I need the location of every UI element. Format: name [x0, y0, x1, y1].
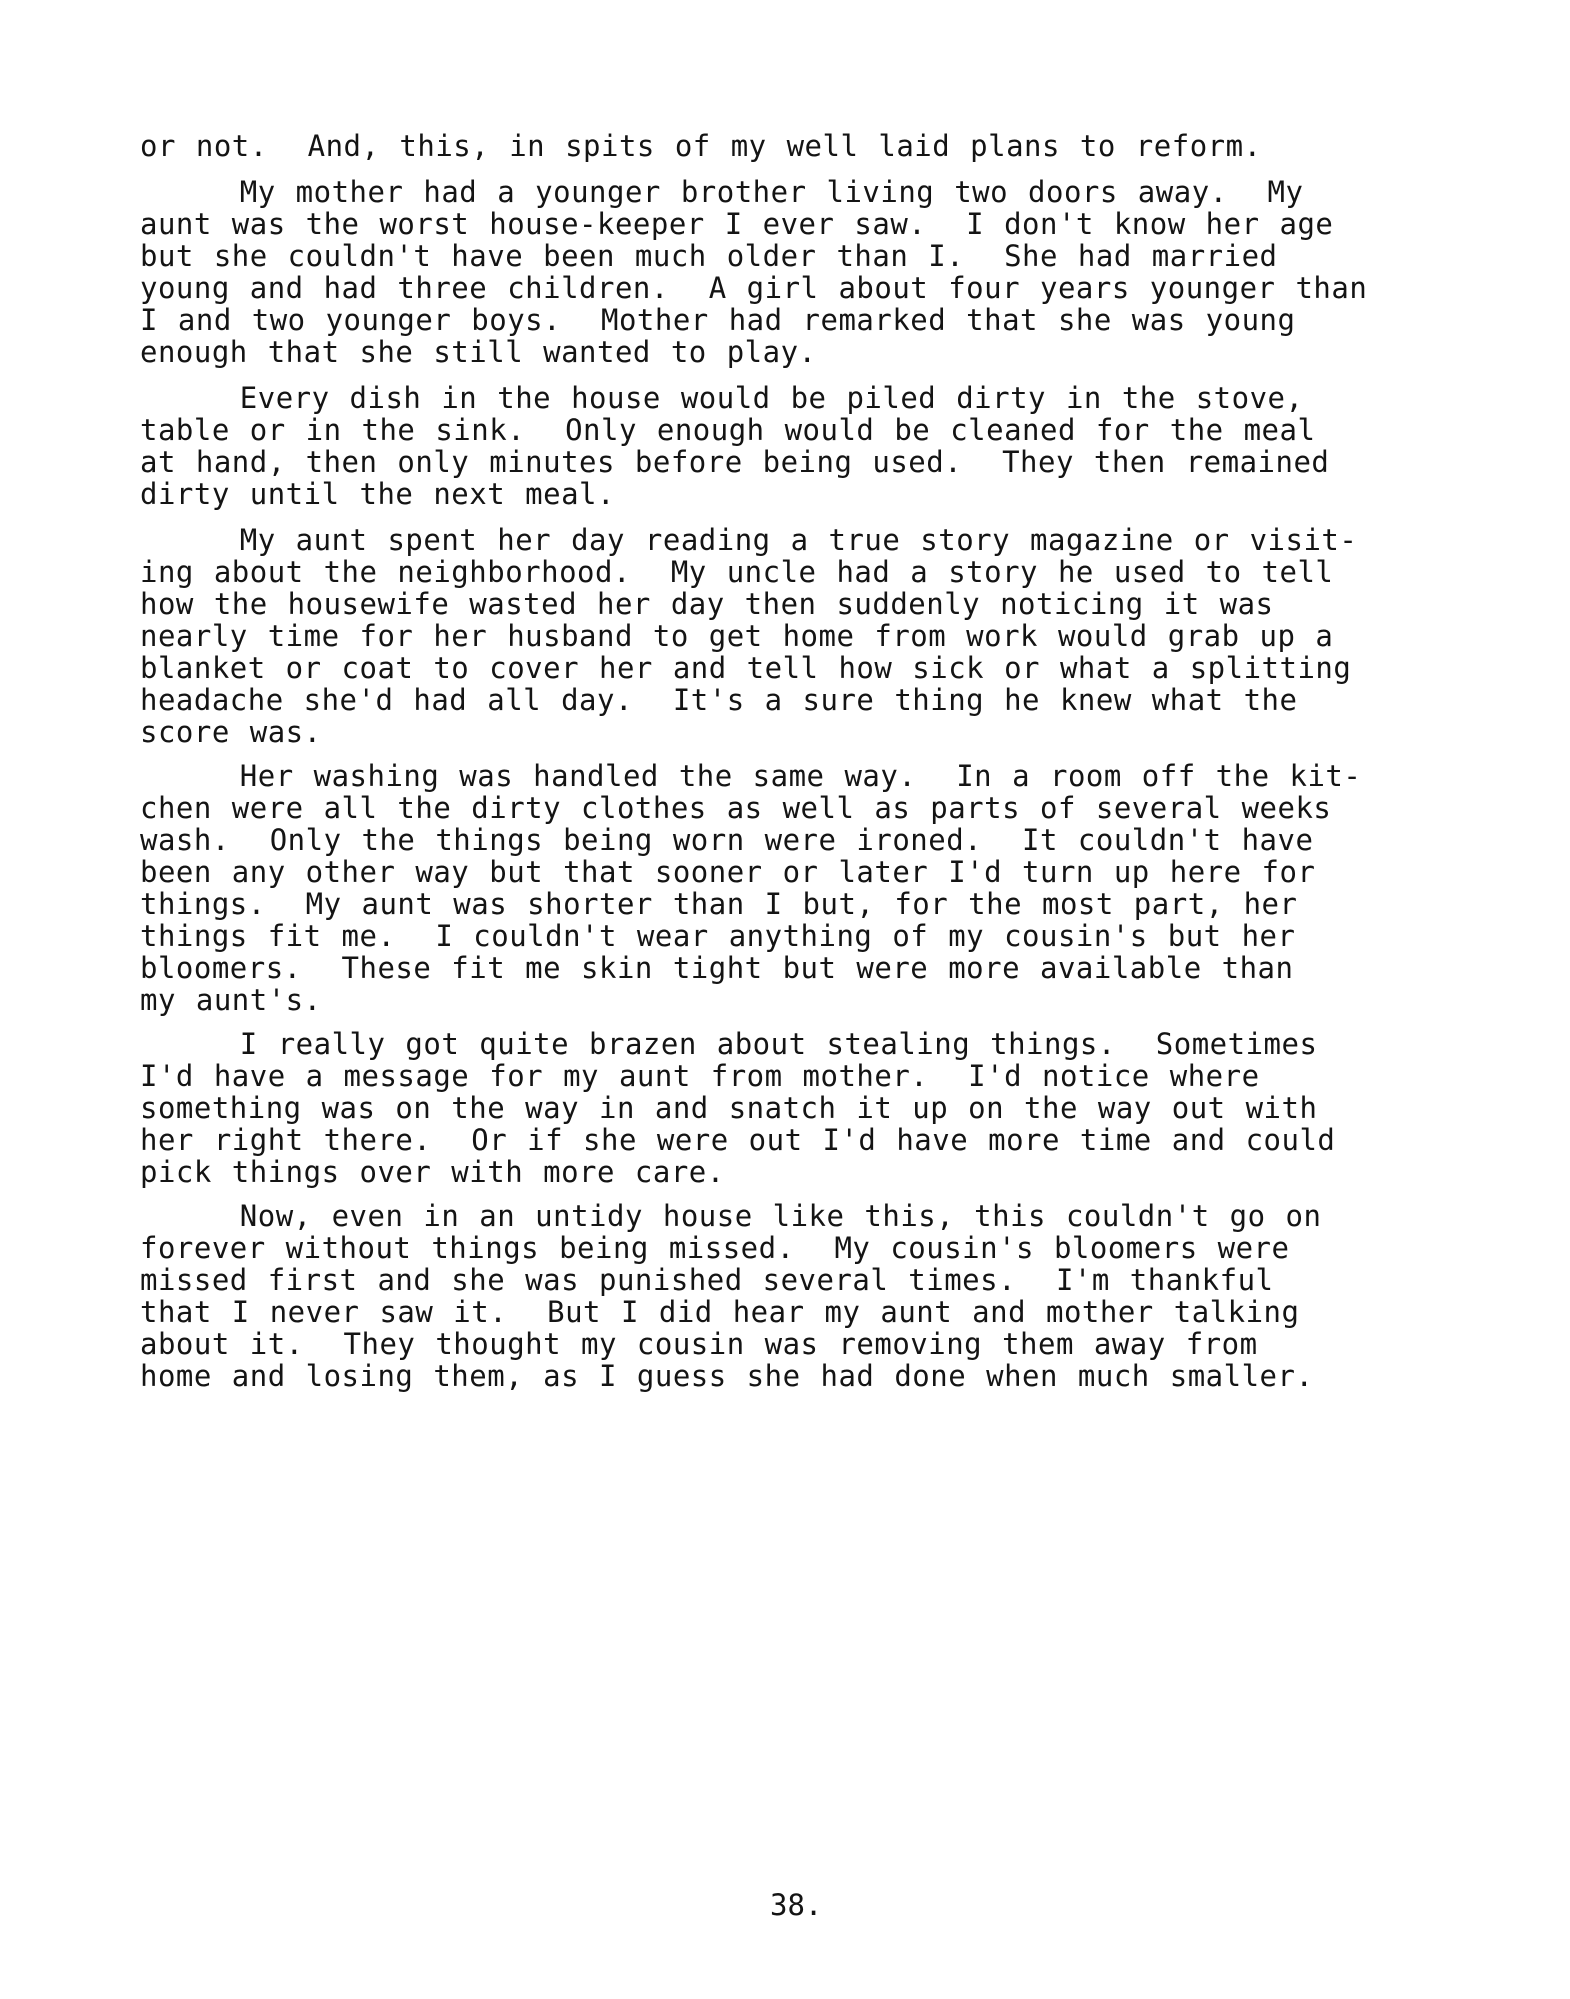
page-number: 38. — [770, 1888, 823, 1922]
text-line: table or in the sink. Only enough would be cleaned for the meal — [140, 413, 1316, 447]
text-line: I and two younger boys. Mother had remarked that she was young — [140, 303, 1296, 337]
text-line: wash. Only the things being worn were ironed. It couldn't have — [140, 823, 1314, 857]
text-line: dirty until the next meal. — [140, 477, 615, 511]
text-line: headache she'd had all day. It's a sure thing he knew what the — [140, 683, 1298, 717]
text-line: missed first and she was punished several times. I'm thankful — [140, 1263, 1274, 1297]
text-line: but she couldn't have been much older than I. She had married — [140, 239, 1278, 273]
text-line: chen were all the dirty clothes as well as parts of several weeks — [140, 791, 1332, 825]
text-line: Her washing was handled the same way. In a room off the kit- — [140, 759, 1362, 793]
text-line: enough that she still wanted to play. — [140, 335, 817, 369]
text-line: Every dish in the house would be piled dirty in the stove, — [140, 381, 1304, 415]
text-line: or not. And, this, in spits of my well laid plans to reform. — [140, 129, 1262, 163]
text-line: score was. — [140, 715, 322, 749]
text-line: something was on the way in and snatch it up on the way out with — [140, 1091, 1318, 1125]
text-line: young and had three children. A girl about four years younger than — [140, 271, 1368, 305]
text-line: blanket or coat to cover her and tell how sick or what a splitting — [140, 651, 1352, 685]
text-line: I really got quite brazen about stealing things. Sometimes — [140, 1027, 1318, 1061]
text-line: My mother had a younger brother living two doors away. My — [140, 175, 1304, 209]
text-line: bloomers. These fit me skin tight but were more available than — [140, 951, 1294, 985]
text-line: how the housewife wasted her day then suddenly noticing it was — [140, 587, 1274, 621]
text-line: aunt was the worst house-keeper I ever saw. I don't know her age — [140, 207, 1334, 241]
text-line: at hand, then only minutes before being used. They then remained — [140, 445, 1330, 479]
text-line: been any other way but that sooner or later I'd turn up here for — [140, 855, 1316, 889]
text-line: Now, even in an untidy house like this, this couldn't go on — [140, 1199, 1322, 1233]
text-line: ing about the neighborhood. My uncle had a story he used to tell — [140, 555, 1334, 589]
text-line: pick things over with more care. — [140, 1155, 725, 1189]
text-line: about it. They thought my cousin was removing them away from — [140, 1327, 1258, 1361]
text-line: nearly time for her husband to get home from work would grab up a — [140, 619, 1334, 653]
text-line: that I never saw it. But I did hear my aunt and mother talking — [140, 1295, 1300, 1329]
text-line: her right there. Or if she were out I'd have more time and could — [140, 1123, 1336, 1157]
text-line: I'd have a message for my aunt from mother. I'd notice where — [140, 1059, 1260, 1093]
text-line: my aunt's. — [140, 983, 322, 1017]
text-line: My aunt spent her day reading a true story magazine or visit- — [140, 523, 1358, 557]
text-line: forever without things being missed. My cousin's bloomers were — [140, 1231, 1290, 1265]
text-line: things. My aunt was shorter than I but, for the most part, her — [140, 887, 1298, 921]
text-line: things fit me. I couldn't wear anything of my cousin's but her — [140, 919, 1296, 953]
text-line: home and losing them, as I guess she had done when much smaller. — [140, 1359, 1314, 1393]
